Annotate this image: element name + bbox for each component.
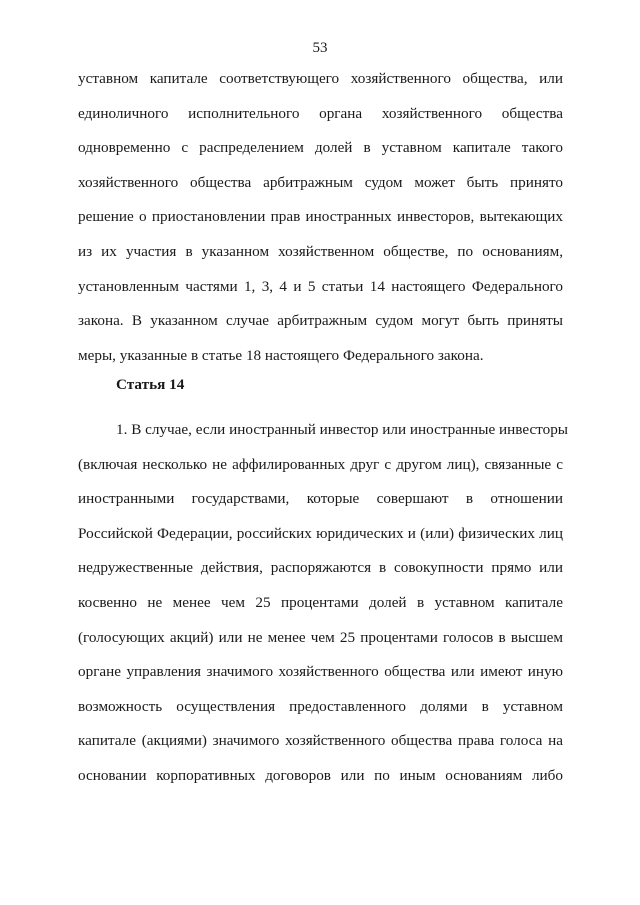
- article-paragraph: [78, 413, 569, 794]
- text-line: возможность осуществления предоставленного долями в уставном: [78, 697, 563, 715]
- text-line: меры, указанные в статье 18 настоящего Федерального закона.: [78, 346, 484, 364]
- page-number: 53: [312, 40, 328, 56]
- text-line: Российской Федерации, российских юридических и (или) физических лиц: [78, 524, 563, 542]
- text-line: уставном капитале соответствующего хозяйственного общества, или: [78, 70, 563, 87]
- text-line: (голосующих акций) или не менее чем 25 процентами голосов в высшем: [78, 628, 563, 646]
- text-line: иностранными государствами, которые совершают в отношении: [78, 490, 563, 508]
- text-line: из их участия в указанном хозяйственном обществе, по основаниям,: [78, 242, 563, 260]
- text-line: недружественные действия, распоряжаются в совокупности прямо или: [78, 559, 563, 577]
- text-line: установленным частями 1, 3, 4 и 5 статьи 14 настоящего Федерального: [78, 277, 563, 295]
- text-line: одновременно с распределением долей в уставном капитале такого: [78, 139, 563, 157]
- text-line: закона. В указанном случае арбитражным судом могут быть приняты: [78, 312, 563, 330]
- text-line: косвенно не менее чем 25 процентами долей в уставном капитале: [78, 593, 563, 611]
- paragraph-continuation: [78, 62, 563, 373]
- text-line: единоличного исполнительного органа хозяйственного общества: [78, 104, 563, 122]
- text-line: хозяйственного общества арбитражным судом может быть принято: [78, 173, 563, 191]
- text-line: (включая несколько не аффилированных друг с другом лиц), связанные с: [78, 455, 563, 473]
- text-line: 1. В случае, если иностранный инвестор или иностранные инвесторы: [116, 421, 569, 438]
- text-line: капитале (акциями) значимого хозяйственного общества права голоса на: [78, 732, 563, 750]
- text-line: органе управления значимого хозяйственного общества или имеют иную: [78, 663, 563, 681]
- article-heading: Статья 14: [116, 376, 185, 393]
- text-line: основании корпоративных договоров или по иным основаниям либо: [78, 766, 563, 784]
- text-line: решение о приостановлении прав иностранных инвесторов, вытекающих: [78, 208, 563, 226]
